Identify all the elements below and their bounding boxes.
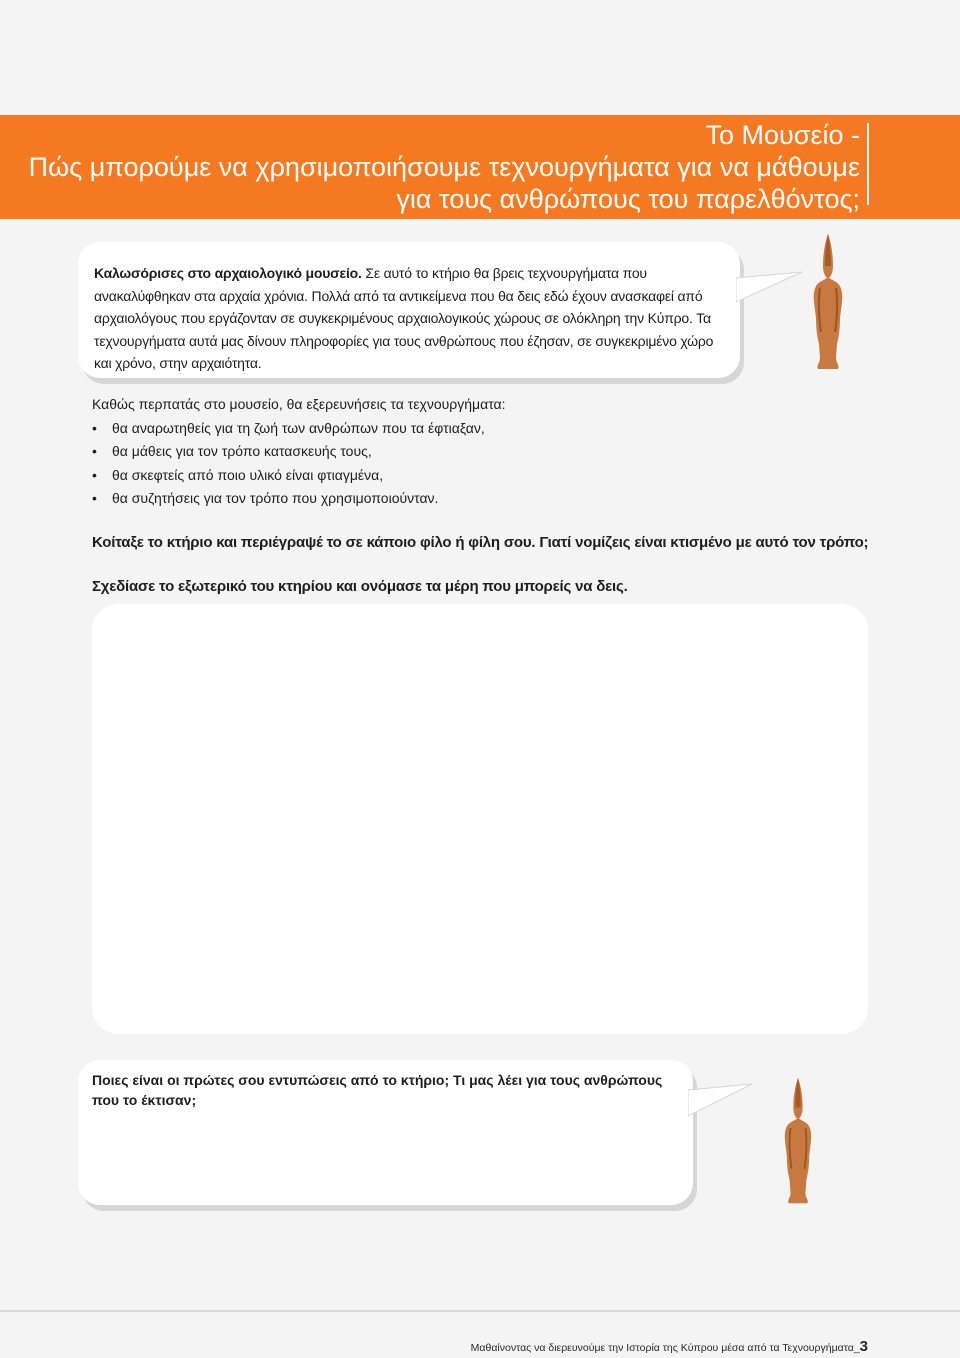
list-item: • θα συζητήσεις για τον τρόπο που χρησιμοποιούνταν. [92, 487, 506, 511]
footer-text: Μαθαίνοντας να διερευνούμε την Ιστορία της Κύπρου μέσα από τα Τεχνουργήματα [470, 1342, 854, 1354]
list-item: • θα αναρωτηθείς για τη ζωή των ανθρώπων που τα έφτιαξαν, [92, 417, 506, 441]
task-draw: Σχεδίασε το εξωτερικό του κτηρίου και ονόμασε τα μέρη που μπορείς να δεις. [92, 578, 628, 595]
page-number: 3 [859, 1338, 868, 1355]
page-title-line1: Το Μουσείο - [705, 120, 860, 150]
welcome-bubble-tail [736, 268, 816, 308]
footer-separator: _ [853, 1342, 860, 1354]
question-text: Ποιες είναι οι πρώτες σου εντυπώσεις από το κτήριο; Τι μας λέει για τους ανθρώπους που το έκτισαν; [92, 1072, 663, 1108]
terracotta-figurine-icon [806, 232, 850, 372]
welcome-bubble [78, 242, 740, 378]
intro-section [92, 393, 506, 511]
title-divider [867, 123, 869, 205]
page-title-line3: για τους ανθρώπους του παρελθόντος; [396, 184, 860, 214]
welcome-lead: Καλωσόρισες στο αρχαιολογικό μουσείο. [94, 265, 362, 281]
page-title-line2: Πώς μπορούμε να χρησιμοποιήσουμε τεχνουργήματα για να μάθουμε [28, 152, 860, 182]
intro-lead: Καθώς περπατάς στο μουσείο, θα εξερευνήσεις τα τεχνουργήματα: [92, 396, 506, 412]
list-item: • θα μάθεις για τον τρόπο κατασκευής τους, [92, 440, 506, 464]
list-item: • θα σκεφτείς από ποιο υλικό είναι φτιαγμένα, [92, 464, 506, 488]
question-bubble-tail [688, 1082, 768, 1122]
task-look: Κοίταξε το κτήριο και περιέγραψέ το σε κάποιο φίλο ή φίλη σου. Γιατί νομίζεις είναι κτισμένο με αυτό τον τρόπο; [92, 534, 869, 551]
question-bubble[interactable] [78, 1060, 693, 1205]
footer-divider [0, 1310, 960, 1312]
page-title [29, 119, 860, 215]
page-footer [471, 1338, 868, 1355]
welcome-body: Σε αυτό το κτήριο θα βρεις τεχνουργήματα που ανακαλύφθηκαν στα αρχαία χρόνια. Πολλά από τα αντικείμενα που θα δεις εδώ έχουν ανασκαφεί από αρχαιολόγους που εργάζονταν σε συγκεκριμένους αρχαιολογικούς χώρους σε ολόκληρη την Κύπρο. Τα τεχνουργήματα αυτά μας δίνουν πληροφορίες για τους ανθρώπους που έζησαν, σε συγκεκριμένο χώρο και χρόνο, στην αρχαιότητα. [94, 265, 714, 371]
terracotta-figurine-icon [776, 1076, 820, 1206]
title-band [0, 115, 960, 219]
drawing-area[interactable] [92, 604, 868, 1034]
welcome-text [94, 262, 734, 375]
intro-list [92, 417, 506, 511]
